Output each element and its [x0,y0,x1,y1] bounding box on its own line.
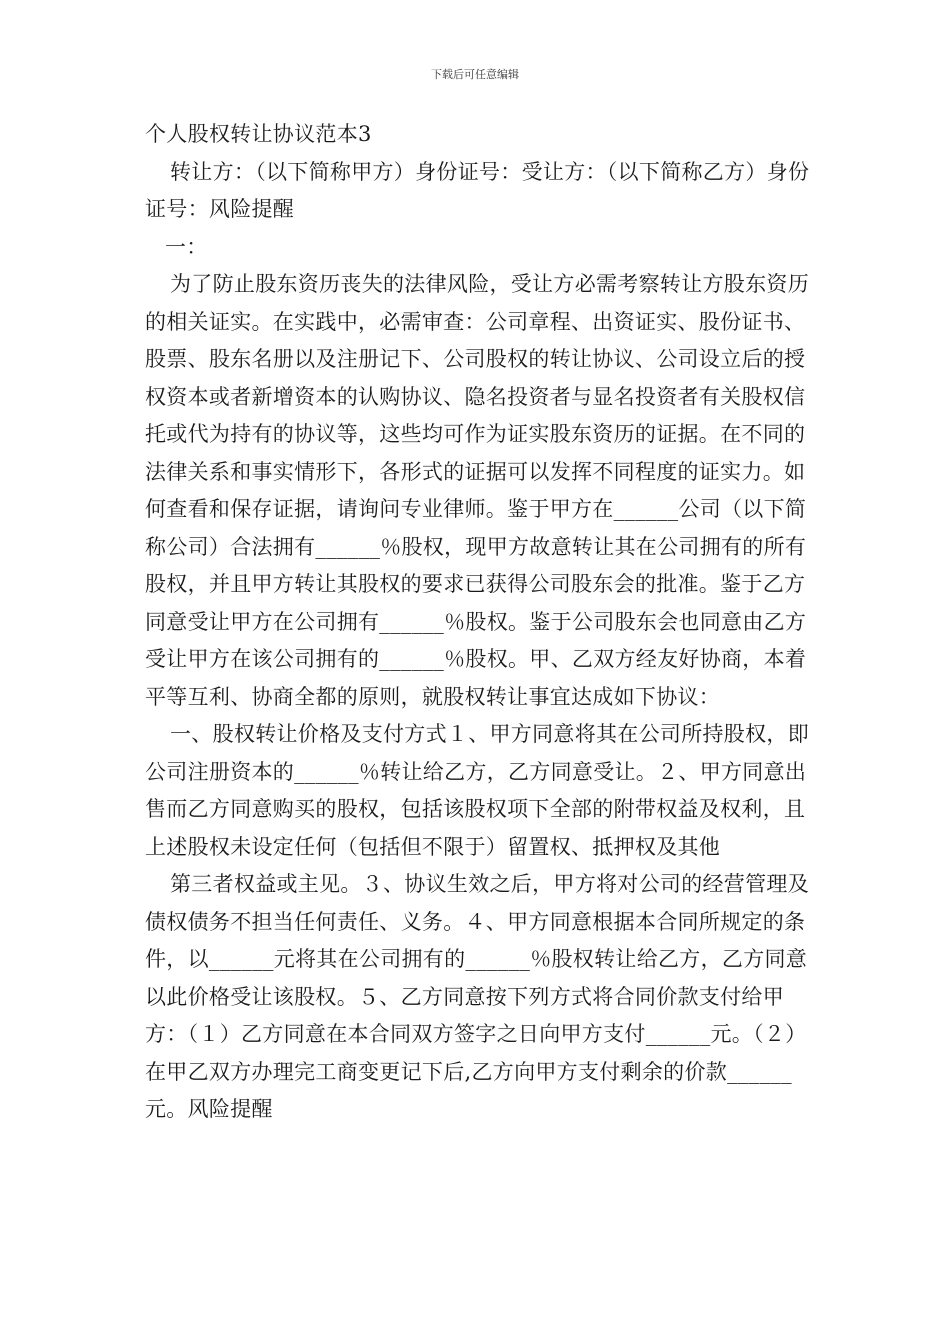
document-body [145,116,810,1129]
risk-reminder-paragraph: 为了防止股东资历丧失的法律风险，受让方必需考察转让方股东资历的相关证实。在实践中，必需审查：公司章程、出资证实、股份证书、股票、股东名册以及注册记下、公司股权的转让协议、公司设立后的授权资本或者新增资本的认购协议、隐名投资者与显名投资者有关股权信托或代为持有的协议等，这些均可作为证实股东资历的证据。在不同的法律关系和事实情形下，各形式的证据可以发挥不同程度的证实力。如何查看和保存证据，请询问专业律师。鉴于甲方在______公司（以下简称公司）合法拥有______％股权，现甲方故意转让其在公司拥有的所有股权，并且甲方转让其股权的要求已获得公司股东会的批准。鉴于乙方同意受让甲方在公司拥有______％股权。鉴于公司股东会也同意由乙方受让甲方在该公司拥有的______％股权。甲、乙双方经友好协商，本着平等互利、协商全都的原则，就股权转让事宜达成如下协议： [145,272,809,709]
third-party-rights-paragraph: 第三者权益或主见。３、协议生效之后，甲方将对公司的经营管理及债权债务不担当任何责任、义务。４、甲方同意根据本合同所规定的条件，以______元将其在公司拥有的______％股权转让给乙方，乙方同意以此价格受让该股权。５、乙方同意按下列方式将合同价款支付给甲方：（１）乙方同意在本合同双方签字之日向甲方支付______元。（２）在甲乙双方办理完工商变更记下后,乙方向甲方支付剩余的价款______元。风险提醒 [145,872,809,1121]
document-title: 个人股权转让协议范本3 [145,122,372,146]
price-payment-paragraph: 一、股权转让价格及支付方式１、甲方同意将其在公司所持股权，即公司注册资本的______％转让给乙方，乙方同意受让。２、甲方同意出售而乙方同意购买的股权，包括该股权项下全部的附带权益及权利，且上述股权未设定任何（包括但不限于）留置权、抵押权及其他 [145,722,809,859]
section-one-heading: 一： [165,234,208,259]
page-header-note: 下载后可任意编辑 [431,68,519,81]
parties-paragraph: 转让方：（以下简称甲方）身份证号：受让方：（以下简称乙方）身份证号：风险提醒 [145,159,810,221]
